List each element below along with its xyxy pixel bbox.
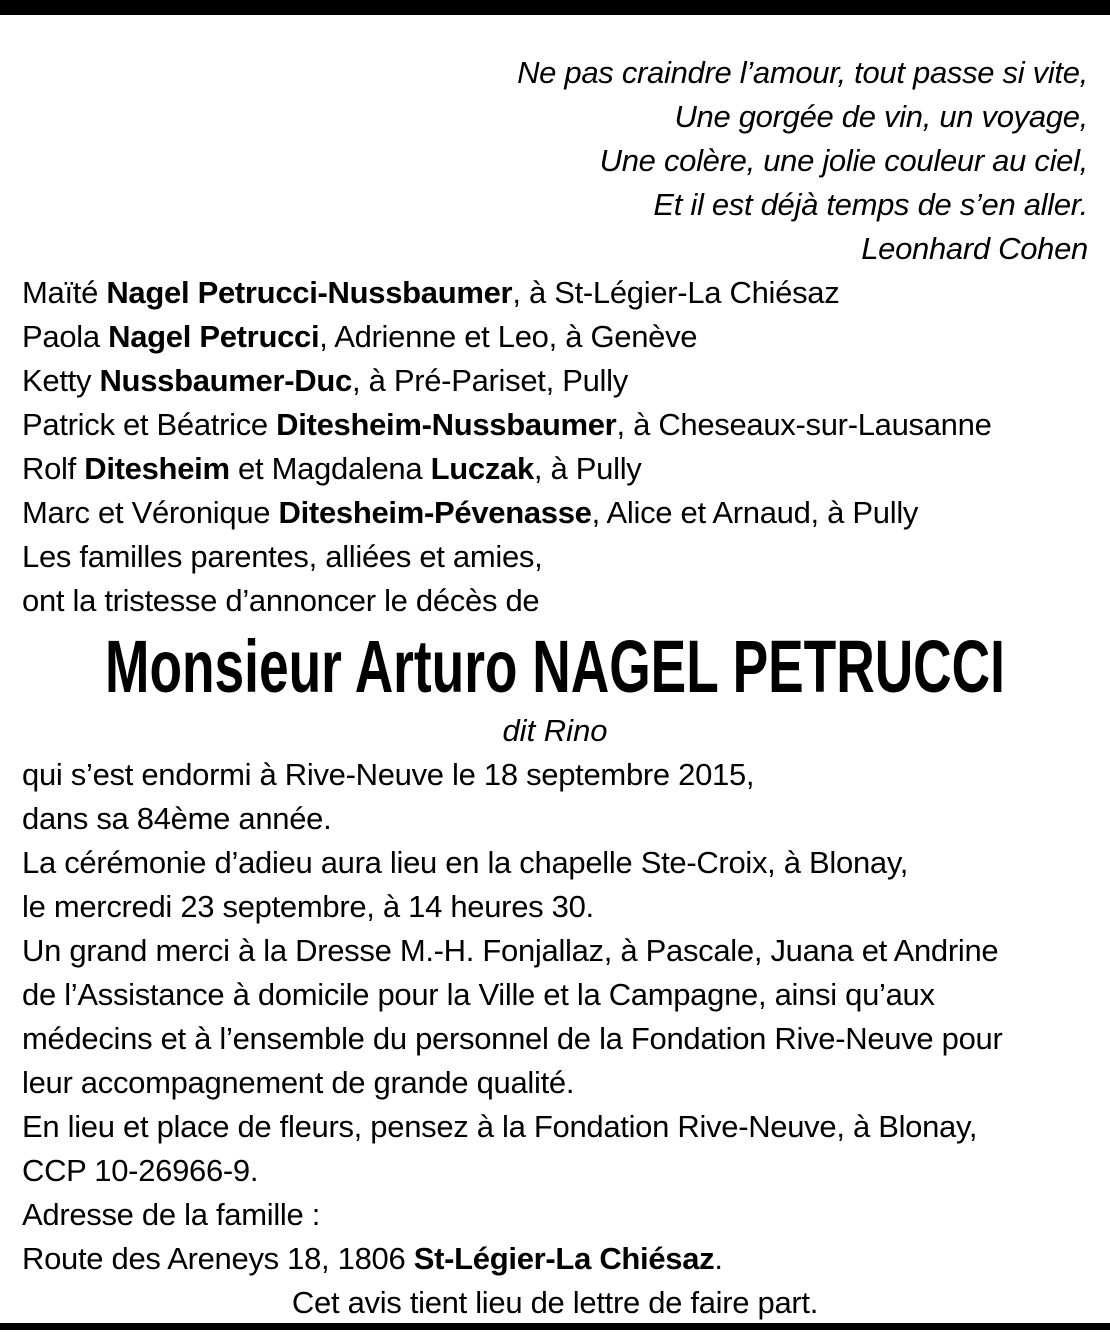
- quote-block: [22, 51, 1088, 271]
- text-line: Une gorgée de vin, un voyage,: [674, 99, 1088, 134]
- text-line: Un grand merci à la Dresse M.-H. Fonjallaz, à Pascale, Juana et Andrine: [22, 933, 999, 968]
- text-line: Rolf Ditesheim et Magdalena Luczak, à Pully: [22, 451, 642, 486]
- text-line: Leonhard Cohen: [861, 231, 1088, 266]
- text-line: Ne pas craindre l’amour, tout passe si vite,: [517, 55, 1088, 90]
- text-line: Route des Areneys 18, 1806 St-Légier-La Chiésaz.: [22, 1241, 723, 1276]
- text-line: leur accompagnement de grande qualité.: [22, 1065, 575, 1100]
- deceased-name-title: Monsieur Arturo NAGEL PETRUCCI: [105, 625, 1005, 708]
- text-line: CCP 10-26966-9.: [22, 1153, 259, 1188]
- text-line: Adresse de la famille :: [22, 1197, 321, 1232]
- title-row: [22, 625, 1088, 709]
- text-line: Et il est déjà temps de s’en aller.: [653, 187, 1088, 222]
- text-line: qui s’est endormi à Rive-Neuve le 18 septembre 2015,: [22, 757, 755, 792]
- notice-body-block: [22, 753, 1088, 1281]
- text-line: dans sa 84ème année.: [22, 801, 332, 836]
- text-line: En lieu et place de fleurs, pensez à la Fondation Rive-Neuve, à Blonay,: [22, 1109, 978, 1144]
- family-announcement-block: [22, 271, 1088, 623]
- text-line: Paola Nagel Petrucci, Adrienne et Leo, à Genève: [22, 319, 698, 354]
- text-line: le mercredi 23 septembre, à 14 heures 30.: [22, 889, 594, 924]
- obituary-notice: [0, 51, 1110, 1325]
- bottom-border-bar: [0, 1323, 1110, 1330]
- text-line: Maïté Nagel Petrucci-Nussbaumer, à St-Légier-La Chiésaz: [22, 275, 840, 310]
- text-line: Marc et Véronique Ditesheim-Pévenasse, Alice et Arnaud, à Pully: [22, 495, 919, 530]
- nickname-subtitle: dit Rino: [502, 713, 608, 748]
- text-line: Les familles parentes, alliées et amies,: [22, 539, 543, 574]
- text-line: Ketty Nussbaumer-Duc, à Pré-Pariset, Pully: [22, 363, 628, 398]
- closing-line: Cet avis tient lieu de lettre de faire part.: [291, 1285, 819, 1320]
- text-line: La cérémonie d’adieu aura lieu en la chapelle Ste-Croix, à Blonay,: [22, 845, 909, 880]
- top-border-bar: [0, 0, 1110, 15]
- text-line: ont la tristesse d’annoncer le décès de: [22, 583, 540, 618]
- text-line: médecins et à l’ensemble du personnel de la Fondation Rive-Neuve pour: [22, 1021, 1003, 1056]
- text-line: Patrick et Béatrice Ditesheim-Nussbaumer, à Cheseaux-sur-Lausanne: [22, 407, 992, 442]
- text-line: de l’Assistance à domicile pour la Ville et la Campagne, ainsi qu’aux: [22, 977, 935, 1012]
- text-line: Une colère, une jolie couleur au ciel,: [599, 143, 1088, 178]
